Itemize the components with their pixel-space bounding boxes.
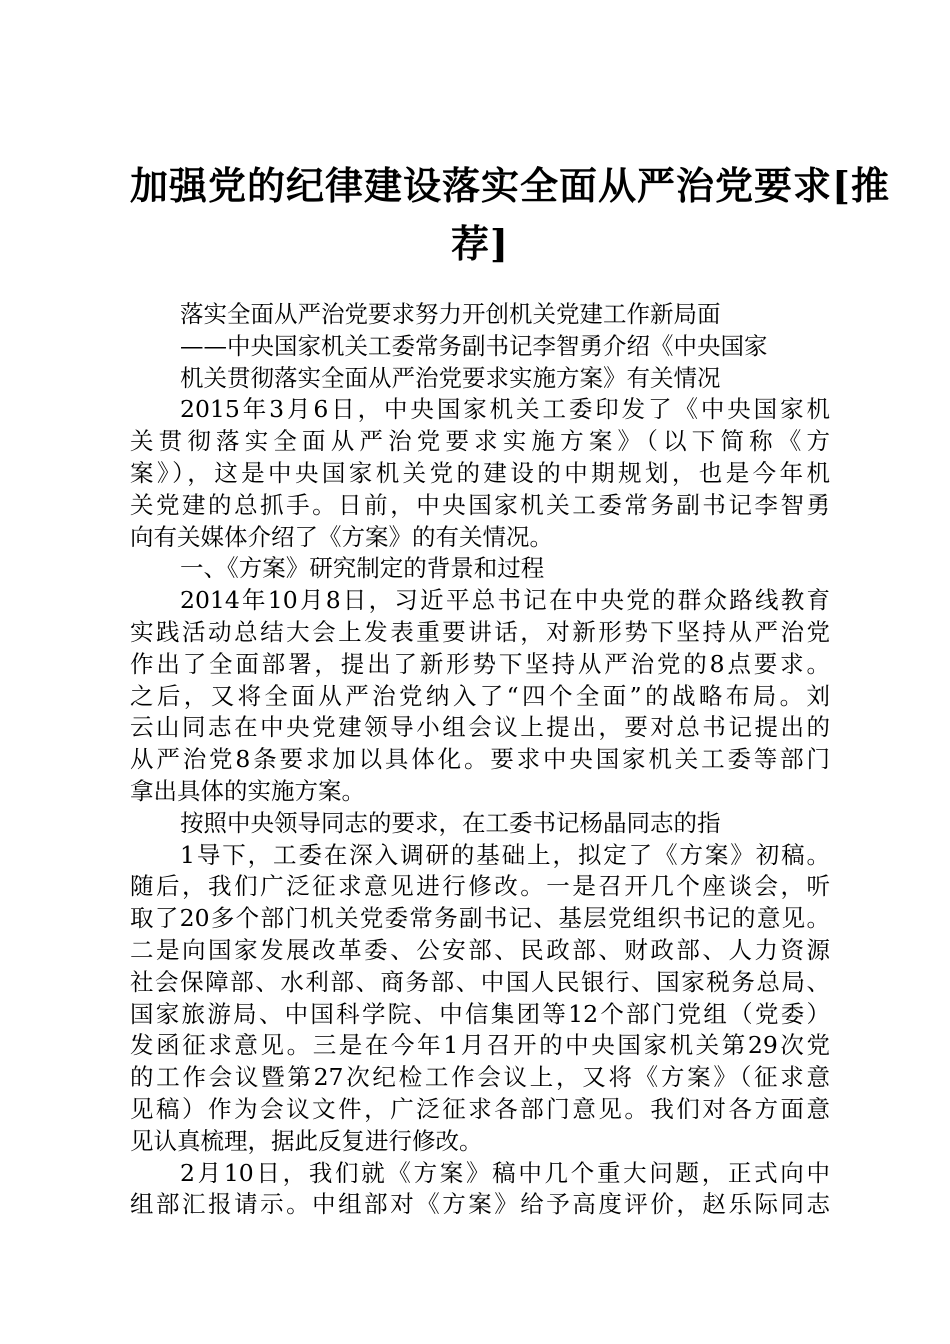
body-text-line: 按照中央领导同志的要求，在工委书记杨晶同志的指 xyxy=(180,808,721,837)
body-text-line: 落实全面从严治党要求努力开创机关党建工作新局面 xyxy=(180,300,721,328)
body-text-line: 关党建的总抓手。日前，中央国家机关工委常务副书记李智勇 xyxy=(130,490,830,519)
body-text-line: 案》），这是中央国家机关党的建设的中期规划，也是今年机 xyxy=(130,459,830,487)
body-text-line: 见认真梳理，据此反复进行修改。 xyxy=(130,1126,483,1155)
body-text-line: 二是向国家发展改革委、公安部、民政部、财政部、人力资源 xyxy=(130,936,830,964)
body-text-line: 关贯彻落实全面从严治党要求实施方案》（以下简称《方 xyxy=(130,427,830,456)
document-title-line-2: 荐] xyxy=(451,221,509,266)
body-text-line: 拿出具体的实施方案。 xyxy=(130,777,365,805)
body-text-line: 云山同志在中央党建领导小组会议上提出，要对总书记提出的 xyxy=(130,713,830,742)
body-text-line: 之后，又将全面从严治党纳入了“四个全面”的战略布局。刘 xyxy=(130,681,830,710)
body-text-line: 的工作会议暨第27次纪检工作会议上，又将《方案》（征求意 xyxy=(130,1063,830,1092)
body-text-line: 作出了全面部署，提出了新形势下坚持从严治党的8点要求。 xyxy=(130,649,830,678)
body-text-line: 机关贯彻落实全面从严治党要求实施方案》有关情况 xyxy=(180,363,721,392)
body-text-line: 取了20多个部门机关党委常务副书记、基层党组织书记的意见。 xyxy=(130,904,830,933)
body-text-line: 发函征求意见。三是在今年1月召开的中央国家机关第29次党 xyxy=(130,1031,830,1060)
body-text-line: 随后，我们广泛征求意见进行修改。一是召开几个座谈会，听 xyxy=(130,872,830,901)
body-text-line: 见稿）作为会议文件，广泛征求各部门意见。我们对各方面意 xyxy=(130,1095,830,1123)
body-text-line: 1导下，工委在深入调研的基础上，拟定了《方案》初稿。 xyxy=(180,840,830,869)
body-text-line: 一、《方案》研究制定的背景和过程 xyxy=(180,554,545,583)
body-text-line: ——中央国家机关工委常务副书记李智勇介绍《中央国家 xyxy=(180,331,768,360)
body-text-line: 组部汇报请示。中组部对《方案》给予高度评价，赵乐际同志 xyxy=(130,1190,830,1219)
body-text-line: 2014年10月8日，习近平总书记在中央党的群众路线教育 xyxy=(180,586,830,615)
body-text-line: 国家旅游局、中国科学院、中信集团等12个部门党组（党委） xyxy=(130,999,830,1028)
document-title-line-1: 加强党的纪律建设落实全面从严治党要求[推 xyxy=(130,163,890,208)
body-text-line: 从严治党8条要求加以具体化。要求中央国家机关工委等部门 xyxy=(130,745,830,774)
body-text-line: 社会保障部、水利部、商务部、中国人民银行、国家税务总局、 xyxy=(130,967,830,996)
body-text-line: 2015年3月6日，中央国家机关工委印发了《中央国家机 xyxy=(180,395,830,424)
body-text-line: 2月10日，我们就《方案》稿中几个重大问题，正式向中 xyxy=(180,1158,830,1187)
body-text-line: 实践活动总结大会上发表重要讲话，对新形势下坚持从严治党 xyxy=(130,618,830,646)
body-text-line: 向有关媒体介绍了《方案》的有关情况。 xyxy=(130,522,553,551)
